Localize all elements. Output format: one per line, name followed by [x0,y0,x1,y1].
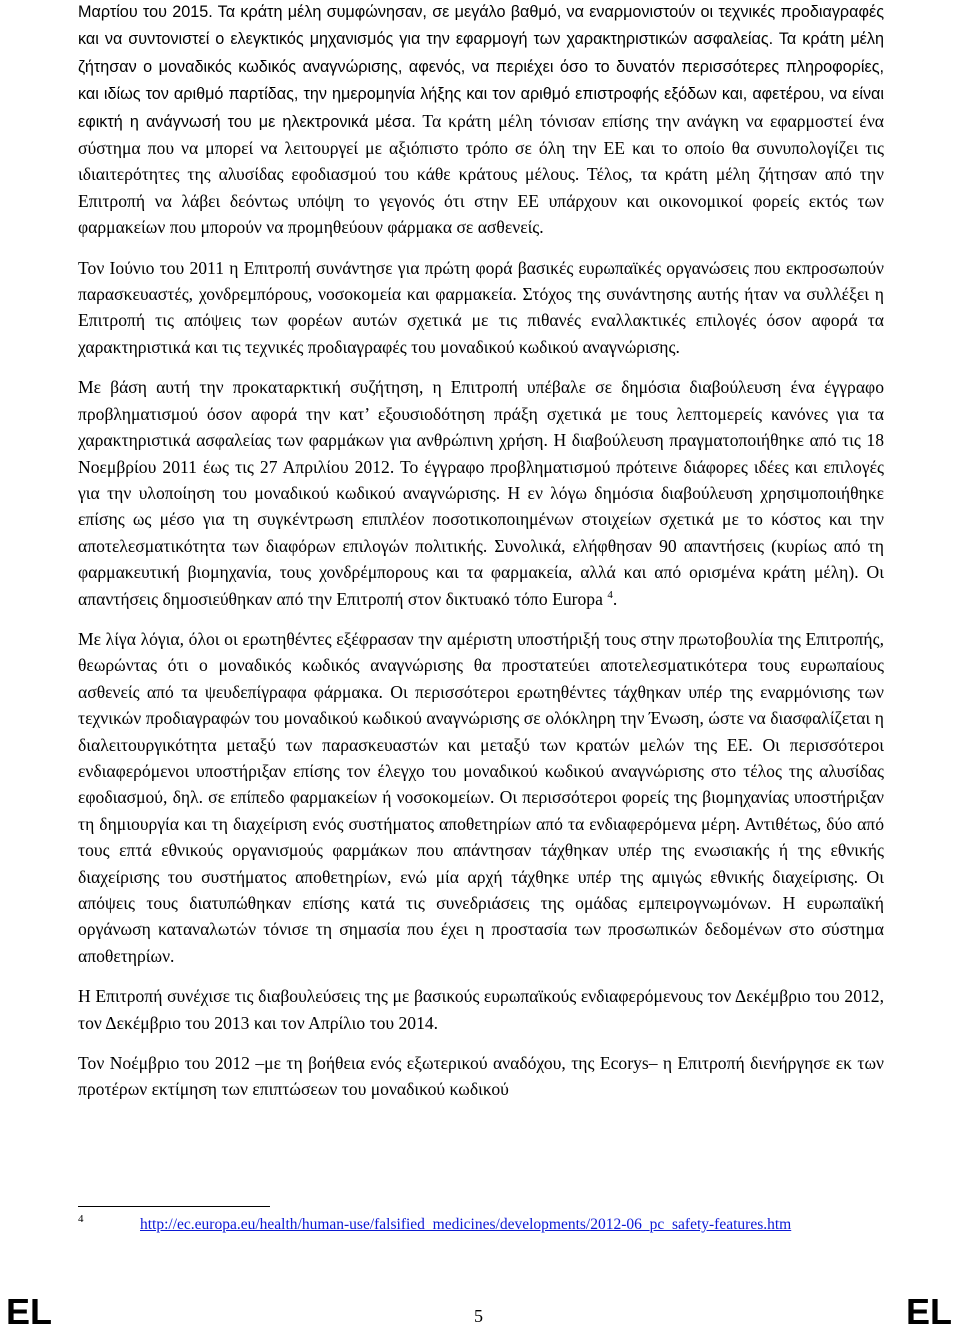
paragraph-3-text: Με βάση αυτή την προκαταρκτική συζήτηση, η Επιτροπή υπέβαλε σε δημόσια διαβούλευση ένα έγγραφο προβληματισμού όσον αφορά την κατ’ εξουσιοδότηση πράξη σχετικά με τους λεπτομερείς κανόνες για τα χαρακτηριστικά ασφαλείας των φαρμάκων για ανθρώπινη χρήση. Η διαβούλευση πραγματοποιήθηκε από τις 18 Νοεμβρίου 2011 έως τις 27 Απριλίου 2012. Το έγγραφο προβληματισμού πρότεινε διάφορες ιδέες και επιλογές για την υλοποίηση του μοναδικού κωδικού αναγνώρισης. Η εν λόγω δημόσια διαβούλευση χρησιμοποιήθηκε επίσης ως μέσο για τη συγκέντρωση επιπλέον ποσοτικοποιημένων στοιχείων σχετικά με το κόστος και την αποτελεσματικότητα των διαφόρων επιλογών πολιτικής. Συνολικά, ελήφθησαν 90 απαντήσεις (κυρίως από τη φαρμακευτική βιομηχανία, τους χονδρέμπορους και τα φαρμακεία, αλλά και από ορισμένα κράτη μέλη). Οι απαντήσεις δημοσιεύθηκαν από την Επιτροπή στον δικτυακό τόπο Europa [78,377,884,609]
paragraph-5: Η Επιτροπή συνέχισε τις διαβουλεύσεις της με βασικούς ευρωπαϊκούς ενδιαφερόμενους τον Δεκέμβριο του 2012, τον Δεκέμβριο του 2013 και τον Απρίλιο του 2014. [78,986,884,1033]
paragraph-4: Με λίγα λόγια, όλοι οι ερωτηθέντες εξέφρασαν την αμέριστη υποστήριξή τους στην πρωτοβουλία της Επιτροπής, θεωρώντας ότι ο μοναδικός κωδικός αναγνώρισης θα προστατεύει αποτελεσματικότερα τους ευρωπαίους ασθενείς από τα ψευδεπίγραφα φάρμακα. Οι περισσότεροι ερωτηθέντες τάχθηκαν υπέρ της εναρμόνισης των τεχνικών προδιαγραφών του μοναδικού κωδικού αναγνώρισης σε ολόκληρη την Ένωση, ώστε να διασφαλίζεται η διαλειτουργικότητα μεταξύ των παρασκευαστών και μεταξύ των κρατών μελών της ΕΕ. Οι περισσότεροι ενδιαφερόμενοι υποστήριξαν επίσης τον έλεγχο του μοναδικού κωδικού αναγνώρισης στο τέλος της αλυσίδας εφοδιασμού, δηλ. σε επίπεδο φαρμακείων ή νοσοκομείων. Οι περισσότεροι φορείς της βιομηχανίας υποστήριξαν τη δημιουργία και τη διαχείριση ενός συστήματος αποθετηρίων από τα ενδιαφερόμενα μέρη. Αντιθέτως, δύο από τους επτά εθνικούς οργανισμούς φαρμάκων που απάντησαν τάχθηκαν υπέρ της ενωσιακής ή της εθνικής διαχείρισης του συστήματος αποθετηρίων, ενώ μία αρχή τάχθηκε υπέρ της αμιγώς εθνικής διαχείρισης. Οι απόψεις τους διατυπώθηκαν επίσης κατά τις συνεδριάσεις της ομάδας εμπειρογνωμόνων. Η ευρωπαϊκή οργάνωση καταναλωτών τόνισε τη σημασία που έχει η προστασία των προσωπικών δεδομένων στο σύστημα αποθετηρίων. [78,628,884,966]
paragraph-1-sans-text: Μαρτίου του 2015. Τα κράτη μέλη συμφώνησαν, σε μεγάλο βαθμό, να εναρμονιστούν οι τεχνικές προδιαγραφές και να συντονιστεί ο ελεγκτικός μηχανισμός για την εφαρμογή των χαρακτηριστικών ασφαλείας. Τα κράτη μέλη ζήτησαν ο μοναδικός κωδικός αναγνώρισης, αφενός, να περιέχει όσο το δυνατόν περισσότερες πληροφορίες, και ιδίως τον αριθμό παρτίδας, την ημερομηνία λήξης και τον αριθμό επιστροφής εξόδων και, αφετέρου, να είναι εφικτή η ανάγνωσή του με ηλεκτρονικά μέσα. [78,3,884,131]
paragraph-2: Τον Ιούνιο του 2011 η Επιτροπή συνάντησε για πρώτη φορά βασικές ευρωπαϊκές οργανώσεις που εκπροσωπούν παρασκευαστές, χονδρεμπόρους, νοσοκομεία και φαρμακεία. Στόχος της συνάντησης αυτής ήταν να συλλέξει η Επιτροπή τις απόψεις των φορέων αυτών σχετικά με τις πιθανές εναλλακτικές επιλογές όσον αφορά τα χαρακτηριστικά και τις τεχνικές προδιαγραφές του μοναδικού κωδικού αναγνώρισης. [78,257,884,357]
paragraph-1-serif-text: Τα κράτη μέλη τόνισαν επίσης την ανάγκη να εφαρμοστεί ένα σύστημα που να μπορεί να λειτουργεί με αξιόπιστο τρόπο σε όλη την ΕΕ και το οποίο θα συνυπολογίζει τις ιδιαιτερότητες της αλυσίδας εφοδιασμού του κάθε κράτους μέλους. Τέλος, τα κράτη μέλη ζήτησαν από την Επιτροπή να λάβει δεόντως υπόψη το γεγονός ότι στην ΕΕ υπάρχουν και οικονομικοί φορείς εκτός των φαρμακείων που μπορούν να προμηθεύουν φάρμακα σε ασθενείς. [78,110,884,238]
footnote-divider [78,1206,270,1207]
paragraph-3 [78,374,884,612]
footnote-link[interactable]: http://ec.europa.eu/health/human-use/falsified_medicines/developments/2012-06_pc_safety-features.htm [140,1216,792,1233]
footnote-number: 4 [78,1213,84,1225]
footnote-reference[interactable]: 4 [607,588,613,601]
footer-language-left: EL [6,1291,53,1332]
paragraph-6: Τον Νοέμβριο του 2012 ‒με τη βοήθεια ενός εξωτερικού αναδόχου, της Ecorys‒ η Επιτροπή διενήργησε εκ των προτέρων εκτίμηση των επιπτώσεων του μοναδικού κωδικού [78,1053,884,1100]
document-page [78,0,884,1117]
paragraph-3-end: . [612,588,618,609]
footer-language-right: EL [905,1291,952,1332]
page-number: 5 [474,1306,483,1326]
paragraph-1 [78,0,884,241]
